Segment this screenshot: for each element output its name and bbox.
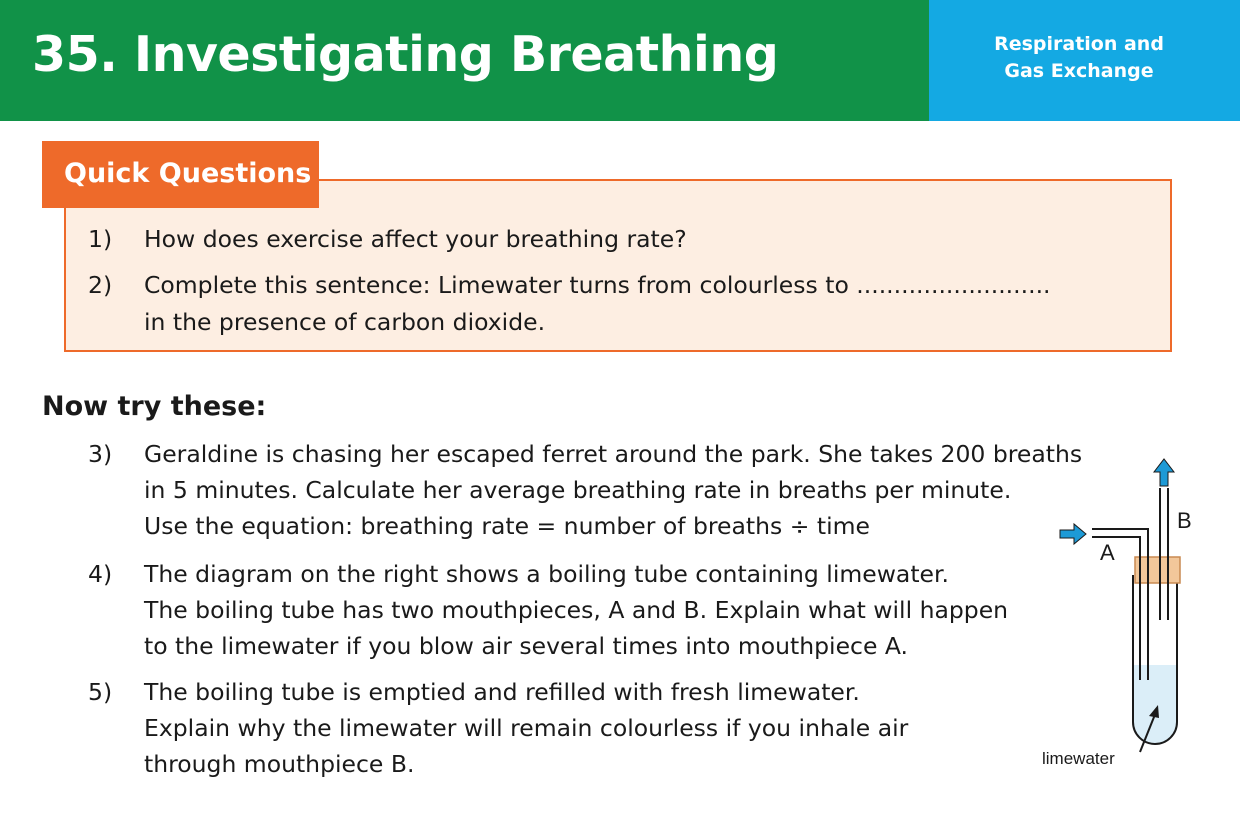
q5-number: 5)	[88, 678, 113, 706]
inflow-arrow-icon	[1060, 524, 1086, 544]
q5-line3: through mouthpiece B.	[144, 750, 415, 778]
q1-text: How does exercise affect your breathing rate?	[144, 225, 687, 253]
topic-label-line2: Gas Exchange	[1004, 60, 1154, 82]
topic-tab	[929, 0, 1240, 121]
mouthpiece-b-tube	[1160, 488, 1168, 620]
label-limewater: limewater	[1042, 749, 1115, 768]
page-title: 35. Investigating Breathing	[32, 26, 779, 83]
quick-questions-heading: Quick Questions	[64, 158, 312, 189]
q3-line2: in 5 minutes. Calculate her average breathing rate in breaths per minute.	[144, 476, 1012, 504]
q4-line2: The boiling tube has two mouthpieces, A and B. Explain what will happen	[144, 596, 1009, 624]
outflow-arrow-icon	[1154, 459, 1174, 486]
q4-line3: to the limewater if you blow air several times into mouthpiece A.	[144, 632, 909, 660]
q2-line1: Complete this sentence: Limewater turns from colourless to ..........................	[144, 271, 1051, 299]
q5-line1: The boiling tube is emptied and refilled with fresh limewater.	[144, 678, 860, 706]
q2-number: 2)	[88, 271, 113, 299]
q3-line3: Use the equation: breathing rate = number of breaths ÷ time	[144, 512, 870, 540]
q2-line2: in the presence of carbon dioxide.	[144, 308, 546, 336]
q4-line1: The diagram on the right shows a boiling tube containing limewater.	[144, 560, 949, 588]
quick-questions-tab	[42, 141, 319, 208]
label-a: A	[1100, 540, 1115, 565]
q1-number: 1)	[88, 225, 113, 253]
boiling-tube-diagram	[1040, 450, 1240, 780]
q4-number: 4)	[88, 560, 113, 588]
q3-number: 3)	[88, 440, 113, 468]
header-bar	[0, 0, 929, 121]
tube-bung	[1135, 557, 1180, 583]
q3-line1: Geraldine is chasing her escaped ferret around the park. She takes 200 breaths	[144, 440, 1083, 468]
now-try-heading: Now try these:	[42, 391, 267, 422]
topic-label-line1: Respiration and	[994, 33, 1164, 55]
label-b: B	[1177, 508, 1192, 533]
q5-line2: Explain why the limewater will remain colourless if you inhale air	[144, 714, 909, 742]
